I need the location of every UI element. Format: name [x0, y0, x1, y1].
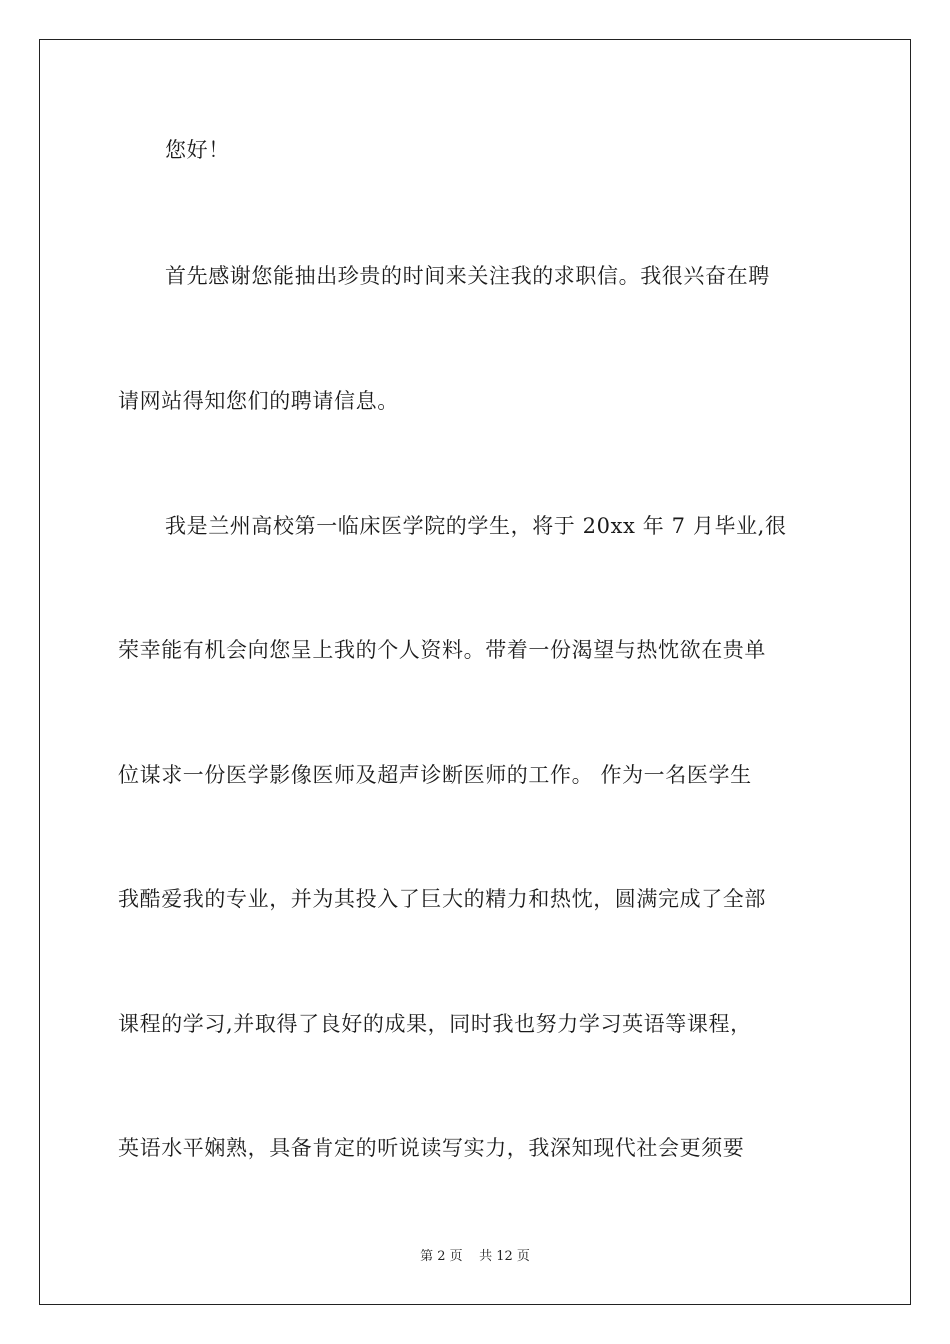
paragraph-line: 请网站得知您们的聘请信息。 [118, 389, 399, 413]
paragraph-line: 首先感谢您能抽出珍贵的时间来关注我的求职信。我很兴奋在聘 [165, 264, 770, 288]
paragraph-line: 我酷爱我的专业，并为其投入了巨大的精力和热忱，圆满完成了全部 [118, 887, 766, 911]
paragraph-line: 我是兰州高校第一临床医学院的学生，将于 20xx 年 7 月毕业,很 [165, 514, 787, 538]
greeting-line: 您好！ [165, 138, 230, 162]
paragraph-line: 位谋求一份医学影像医师及超声诊断医师的工作。 作为一名医学生 [118, 763, 752, 787]
paragraph-line: 英语水平娴熟，具备肯定的听说读写实力，我深知现代社会更须要 [118, 1136, 745, 1160]
paragraph-line: 荣幸能有机会向您呈上我的个人资料。带着一份渴望与热忱欲在贵单 [118, 638, 766, 662]
paragraph-line: 课程的学习,并取得了良好的成果，同时我也努力学习英语等课程， [118, 1012, 752, 1036]
page-border [39, 39, 911, 1305]
page-number-footer: 第 2 页 共 12 页 [420, 1249, 530, 1264]
